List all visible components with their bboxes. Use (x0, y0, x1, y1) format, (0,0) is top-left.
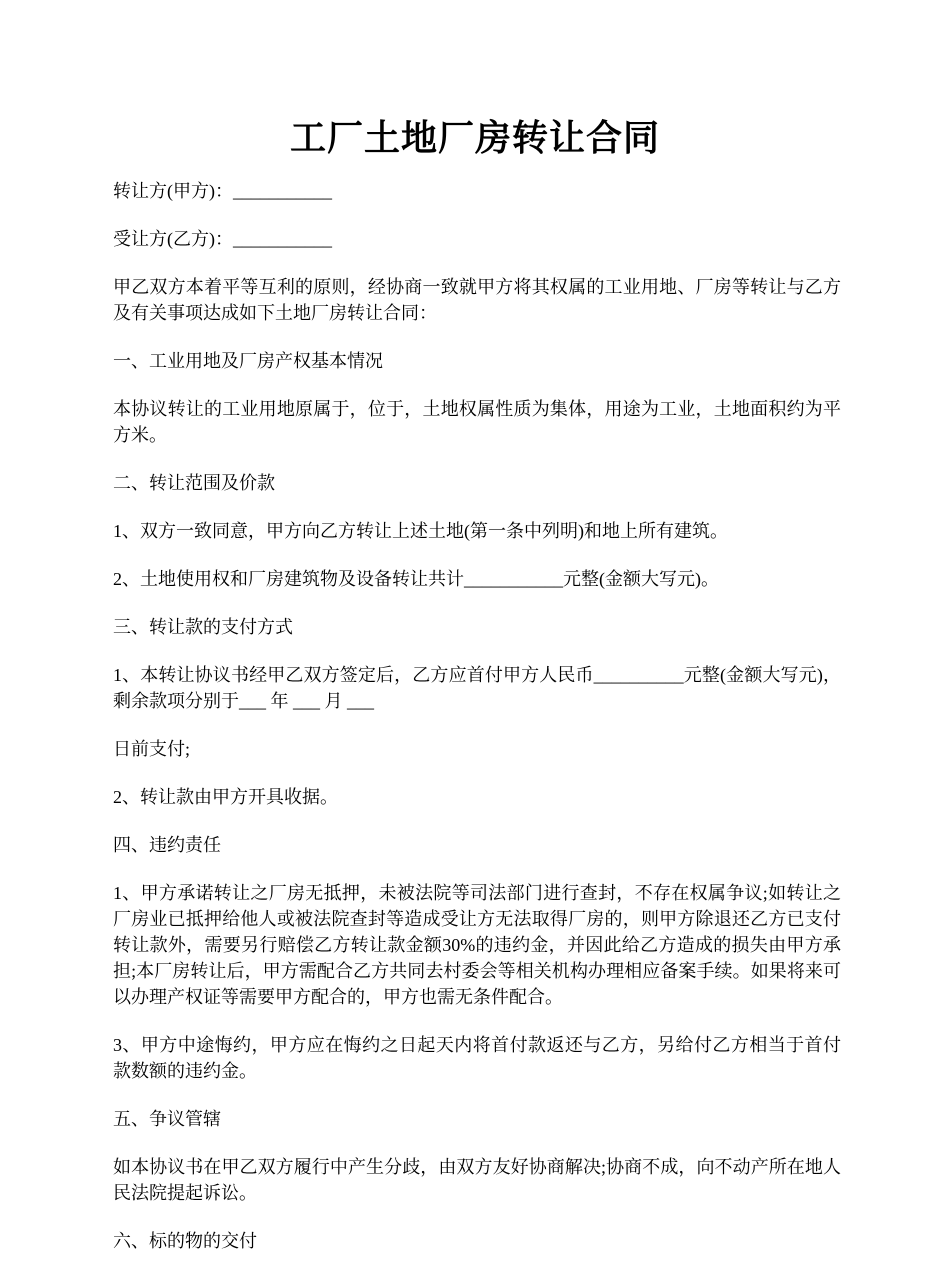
party-a-line: 转让方(甲方)：___________ (113, 181, 332, 201)
section-3-clause-2: 2、转让款由甲方开具收据。 (113, 787, 338, 807)
section-4-clause-1: 1、甲方承诺转让之厂房无抵押，未被法院等司法部门进行查封，不存在权属争议;如转让之厂房业已抵押给他人或被法院查封等造成受让方无法取得厂房的，则甲方除退还乙方已支付转让款外，需要另行赔偿乙方转让款金额30%的违约金，并因此给乙方造成的损失由甲方承担;本厂房转让后，甲方需配合乙方共同去村委会等相关机构办理相应备案手续。如果将来可以办理产权证等需要甲方配合的，甲方也需无条件配合。 (113, 883, 841, 1007)
party-b-line: 受让方(乙方)：___________ (113, 229, 332, 249)
section-2-clause-2: 2、土地使用权和厂房建筑物及设备转让共计___________元整(金额大写元)。 (113, 569, 719, 589)
section-heading-2: 二、转让范围及价款 (113, 473, 275, 493)
section-5-paragraph: 如本协议书在甲乙双方履行中产生分歧，由双方友好协商解决;协商不成，向不动产所在地人民法院提起诉讼。 (113, 1157, 841, 1203)
section-3-clause-1: 1、本转让协议书经甲乙双方签定后，乙方应首付甲方人民币__________元整(金额大写元)，剩余款项分别于___ 年 ___ 月 ___ (113, 665, 841, 711)
section-4-clause-3: 3、甲方中途悔约，甲方应在悔约之日起天内将首付款返还与乙方，另给付乙方相当于首付款数额的违约金。 (113, 1035, 841, 1081)
section-2-clause-1: 1、双方一致同意，甲方向乙方转让上述土地(第一条中列明)和地上所有建筑。 (113, 521, 728, 541)
document-title: 工厂土地厂房转让合同 (289, 118, 660, 158)
section-heading-5: 五、争议管辖 (113, 1109, 221, 1129)
section-heading-3: 三、转让款的支付方式 (113, 617, 293, 637)
section-heading-6: 六、标的物的交付 (113, 1231, 257, 1251)
section-1-paragraph: 本协议转让的工业用地原属于，位于，土地权属性质为集体，用途为工业，土地面积约为平方米。 (113, 399, 841, 445)
section-heading-4: 四、违约责任 (113, 835, 221, 855)
section-3-clause-1-continued: 日前支付; (113, 739, 191, 759)
document-body (113, 178, 841, 1276)
preamble-paragraph: 甲乙双方本着平等互利的原则，经协商一致就甲方将其权属的工业用地、厂房等转让与乙方及有关事项达成如下土地厂房转让合同： (113, 277, 841, 323)
section-heading-1: 一、工业用地及厂房产权基本情况 (113, 351, 383, 371)
